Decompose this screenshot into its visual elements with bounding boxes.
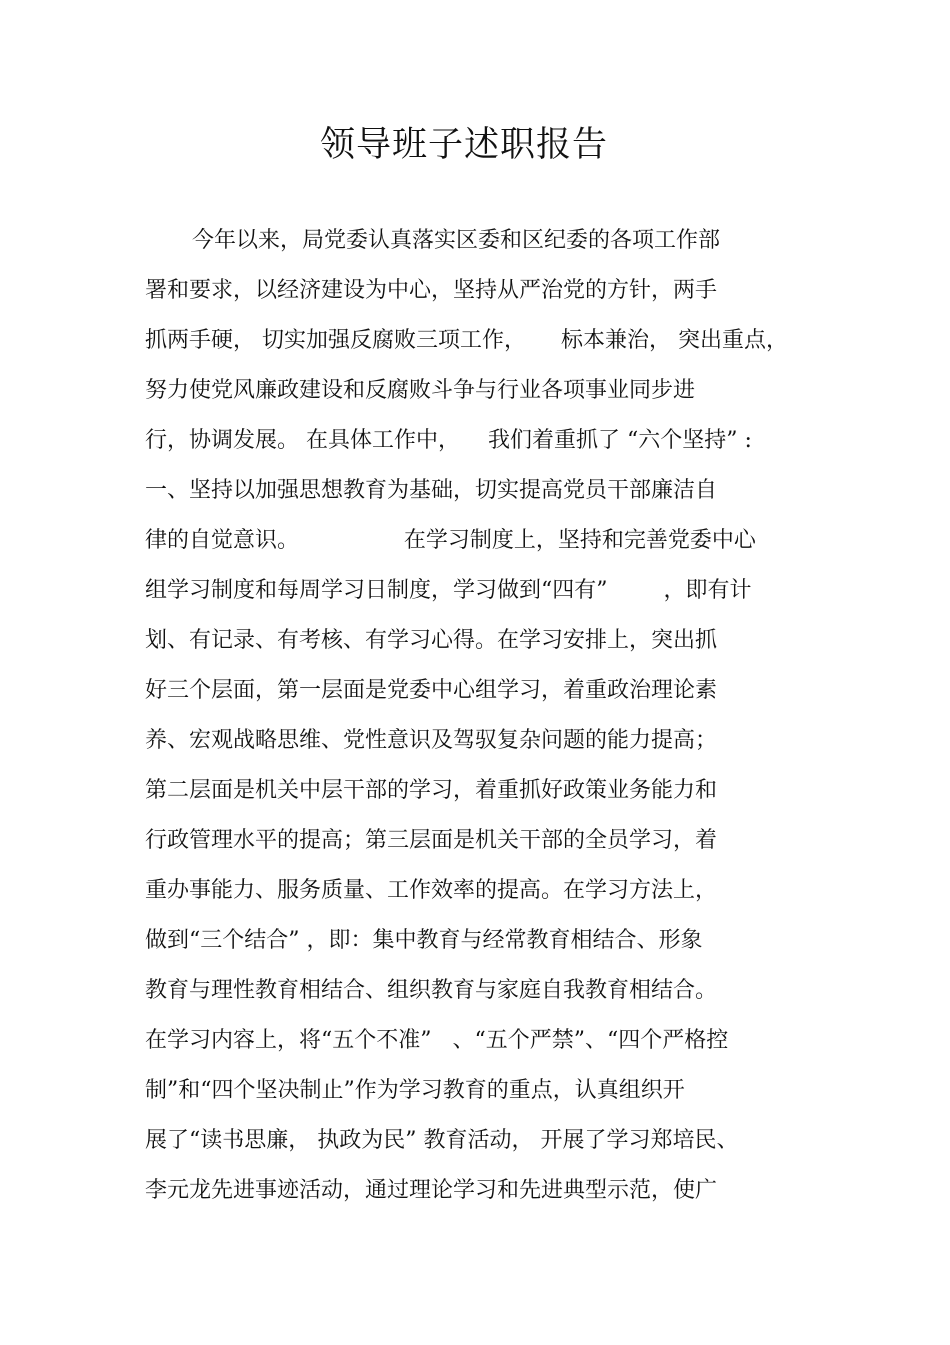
- document-body: [145, 222, 805, 1222]
- body-line: 养、宏观战略思维、党性意识及驾驭复杂问题的能力提高；: [145, 728, 718, 753]
- body-line: 李元龙先进事迹活动，通过理论学习和先进典型示范，使广: [145, 1178, 718, 1203]
- body-line: 一、坚持以加强思想教育为基础，切实提高党员干部廉洁自: [145, 478, 718, 503]
- body-line: 今年以来，局党委认真落实区委和区纪委的各项工作部: [192, 228, 721, 253]
- body-line: 努力使党风廉政建设和反腐败斗争与行业各项事业同步进: [145, 378, 696, 403]
- body-line: 好三个层面，第一层面是党委中心组学习，着重政治理论素: [145, 678, 718, 703]
- body-line: 行，协调发展。 在具体工作中， 我们着重抓了 “六个坚持” :: [145, 428, 752, 453]
- body-line: 律的自觉意识。 在学习制度上，坚持和完善党委中心: [145, 528, 756, 553]
- body-line: 教育与理性教育相结合、组织教育与家庭自我教育相结合。: [145, 978, 718, 1003]
- body-line: 在学习内容上，将“五个不准” 、“五个严禁”、“四个严格控: [145, 1028, 729, 1053]
- body-line: 划、有记录、有考核、有学习心得。在学习安排上，突出抓: [145, 628, 718, 653]
- body-line: 展了“读书思廉， 执政为民” 教育活动， 开展了学习郑培民、: [145, 1128, 739, 1153]
- body-line: 制”和“四个坚决制止”作为学习教育的重点，认真组织开: [145, 1078, 685, 1103]
- document-title: 领导班子述职报告: [319, 125, 608, 165]
- body-line: 第二层面是机关中层干部的学习，着重抓好政策业务能力和: [145, 778, 718, 803]
- body-line: 抓两手硬， 切实加强反腐败三项工作， 标本兼治， 突出重点，: [145, 328, 788, 353]
- body-line: 组学习制度和每周学习日制度，学习做到“四有” ，即有计: [145, 578, 752, 603]
- body-line: 重办事能力、服务质量、工作效率的提高。在学习方法上，: [145, 878, 718, 903]
- body-line: 行政管理水平的提高；第三层面是机关干部的全员学习，着: [145, 828, 718, 853]
- body-line: 做到“三个结合” ，即：集中教育与经常教育相结合、形象: [145, 928, 703, 953]
- body-line: 署和要求，以经济建设为中心，坚持从严治党的方针，两手: [145, 278, 718, 303]
